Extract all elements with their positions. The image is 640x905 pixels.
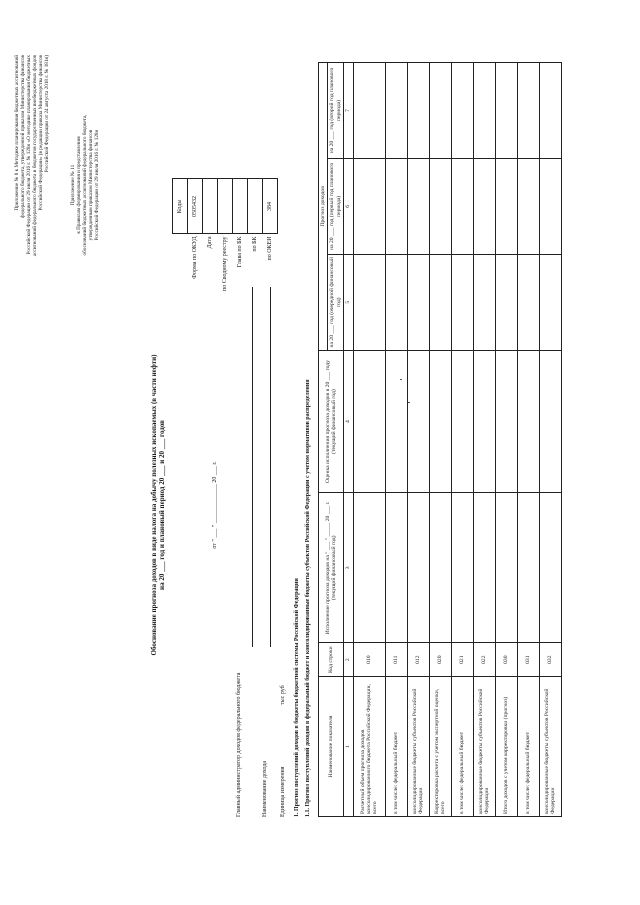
table-cell[interactable] <box>473 63 495 159</box>
form-note-line: Приложение № 11 <box>70 164 76 206</box>
table-cell[interactable] <box>539 63 561 159</box>
row-code: 021 <box>451 643 473 677</box>
approval-line: Российской Федерации от 29 июля 2016 г. № 128н «О методике планирования бюджетных <box>26 55 32 255</box>
table-cell[interactable] <box>353 63 385 159</box>
table-cell[interactable] <box>451 158 473 254</box>
table-cell[interactable] <box>473 493 495 643</box>
row-name: Расчетный объем прогноза доходов консолидированного бюджета Российской Федерации, всего <box>353 677 385 817</box>
field-admin-underline <box>252 287 253 647</box>
header-forecast: Прогноз доходов <box>319 63 328 351</box>
header-forecast-year-3: на 20 ___ год (второй год планового периода) <box>328 63 344 159</box>
form-note-line: обоснований бюджетных ассигнований федерального бюджета, <box>82 114 88 256</box>
table-cell[interactable] <box>539 493 561 643</box>
table-cell[interactable] <box>495 158 517 254</box>
table-row <box>451 63 473 817</box>
table-cell[interactable] <box>451 63 473 159</box>
table-cell[interactable] <box>517 493 539 643</box>
code-value-okud: 0505432 <box>188 179 203 234</box>
table-cell[interactable] <box>385 63 407 159</box>
header-execution: Исполнение прогноза доходов на " ___ " _____ 20 ___ г. (текущий финансовый год) <box>319 493 344 643</box>
code-label-date: Дата <box>207 236 213 249</box>
approval-line: Российской Федерации от 24 августа 2018 г. № 181н) <box>44 55 50 173</box>
column-number: 4 <box>344 350 353 493</box>
table-cell[interactable] <box>407 158 429 254</box>
table-row <box>517 63 539 817</box>
row-name: в том числе: федеральный бюджет <box>385 677 407 817</box>
table-cell[interactable] <box>539 350 561 493</box>
table-cell[interactable] <box>451 350 473 493</box>
table-cell[interactable] <box>517 63 539 159</box>
table-cell[interactable] <box>385 350 407 493</box>
codes-header: Коды <box>173 179 188 234</box>
codes-box <box>172 178 278 293</box>
title-line-1: Обоснование прогноза доходов в виде налога на добычу полезных ископаемых (в части нефти) <box>150 354 158 656</box>
approval-line: Российской Федерации» (в редакции приказа Министерства финансов <box>38 55 44 211</box>
table-cell[interactable] <box>385 493 407 643</box>
header-forecast-year-2: на 20 ___ год (первый год планового периода) <box>328 158 344 254</box>
code-value-date <box>203 179 218 234</box>
table-cell[interactable] <box>353 493 385 643</box>
header-forecast-year-1: на 20 ___ год (очередной финансовый год) <box>328 254 344 350</box>
table-row <box>385 63 407 817</box>
column-number: 6 <box>344 158 353 254</box>
scan-speck <box>400 379 402 380</box>
form-note-line: к Правилам формирования и представления <box>76 136 82 234</box>
table-cell[interactable] <box>385 254 407 350</box>
header-name: Наименование показателя <box>319 677 344 817</box>
column-number: 2 <box>344 643 353 677</box>
table-cell[interactable] <box>473 350 495 493</box>
table-cell[interactable] <box>495 63 517 159</box>
document-title <box>150 245 166 765</box>
row-code: 032 <box>539 643 561 677</box>
table-cell[interactable] <box>429 158 451 254</box>
table-cell[interactable] <box>407 350 429 493</box>
table-cell[interactable] <box>385 158 407 254</box>
table-row <box>495 63 517 817</box>
row-name: Корректировка расчета с учетом экспертной оценки, всего <box>429 677 451 817</box>
table-cell[interactable] <box>539 254 561 350</box>
table-row <box>473 63 495 817</box>
form-note-block <box>70 65 100 305</box>
table-cell[interactable] <box>517 158 539 254</box>
table-cell[interactable] <box>429 493 451 643</box>
column-number: 7 <box>344 63 353 159</box>
header-estimate: Оценка исполнения прогноза доходов в 20 ___ году (текущий финансовый год) <box>319 350 344 493</box>
table-cell[interactable] <box>539 158 561 254</box>
table-cell[interactable] <box>451 493 473 643</box>
row-code: 020 <box>429 643 451 677</box>
row-code: 031 <box>517 643 539 677</box>
code-value-bk <box>248 179 263 234</box>
code-value-okei: 384 <box>263 179 278 234</box>
column-number: 1 <box>344 677 353 817</box>
table-cell[interactable] <box>353 254 385 350</box>
table-row <box>353 63 385 817</box>
table-cell[interactable] <box>451 254 473 350</box>
row-code: 012 <box>407 643 429 677</box>
table-cell[interactable] <box>495 254 517 350</box>
approval-line: Приложение № 8 к Методике планирования бюджетных ассигнований <box>14 55 20 211</box>
table-cell[interactable] <box>353 350 385 493</box>
code-value-registry <box>218 179 233 234</box>
code-label-bk: по БК <box>252 236 258 252</box>
field-income-label: Наименование дохода <box>262 760 268 817</box>
row-name: консолидированные бюджеты субъектов Российской Федерации <box>473 677 495 817</box>
header-code: Код строки <box>319 643 344 677</box>
row-name: в том числе: федеральный бюджет <box>451 677 473 817</box>
section-1-1-heading: 1.1. Прогноз поступлений доходов в федеральный бюджет и консолидированные бюджеты субъектов Российской Федерации с учетом нормативов распределения <box>305 379 311 817</box>
approval-block <box>14 55 50 385</box>
field-unit-label: Единица измерения <box>280 766 286 817</box>
approval-line: федерального бюджета, утвержденной приказом Министерства финансов <box>20 55 26 218</box>
table-row <box>429 63 451 817</box>
field-admin-label: Главный администратор доходов федерального бюджета <box>236 672 242 817</box>
row-name: консолидированные бюджеты субъектов Российской Федерации <box>539 677 561 817</box>
table-row <box>539 63 561 817</box>
scan-speck <box>408 402 410 403</box>
table-cell[interactable] <box>473 254 495 350</box>
table-cell[interactable] <box>407 63 429 159</box>
code-value-chapter <box>233 179 248 234</box>
table-cell[interactable] <box>407 493 429 643</box>
field-unit-value: тыс руб <box>280 685 286 705</box>
column-number: 3 <box>344 493 353 643</box>
row-code: 010 <box>353 643 385 677</box>
column-number: 5 <box>344 254 353 350</box>
code-label-chapter: Глава по БК <box>237 236 243 268</box>
row-name: в том числе: федеральный бюджет <box>517 677 539 817</box>
row-name: консолидированные бюджеты субъектов Российской Федерации <box>407 677 429 817</box>
section-1-heading: 1. Прогноз поступлений доходов в бюджеты бюджетной системы Российской Федерации <box>294 578 300 817</box>
approval-line: ассигнований федерального бюджета и бюджетов государственных внебюджетных фондов <box>32 55 38 257</box>
table-cell[interactable] <box>353 158 385 254</box>
row-name: Итого доходов с учетом корректировки (прогноз) <box>495 677 517 817</box>
table-cell[interactable] <box>429 350 451 493</box>
code-label-okud: Форма по ОКУД <box>192 236 198 279</box>
title-date-line: от " ___ " _____________ 20 ___ г. <box>212 461 218 549</box>
table-cell[interactable] <box>429 254 451 350</box>
table-cell[interactable] <box>517 350 539 493</box>
table-cell[interactable] <box>517 254 539 350</box>
row-code: 011 <box>385 643 407 677</box>
forecast-table <box>318 62 562 817</box>
column-number-row <box>344 63 353 817</box>
title-line-2: на 20 ___ год и плановый период 20 ___ и 20 ___ годов <box>158 420 166 590</box>
code-label-registry: по Сводному реестру <box>222 236 228 291</box>
row-code: 022 <box>473 643 495 677</box>
row-code: 030 <box>495 643 517 677</box>
table-cell[interactable] <box>495 350 517 493</box>
form-note-line: утвержденным приказом Министерства финансов <box>88 129 94 241</box>
table-cell[interactable] <box>407 254 429 350</box>
table-cell[interactable] <box>429 63 451 159</box>
code-label-okei: по ОКЕИ <box>267 236 273 261</box>
field-income-underline <box>270 287 271 647</box>
table-row <box>407 63 429 817</box>
table-cell[interactable] <box>495 493 517 643</box>
table-cell[interactable] <box>473 158 495 254</box>
form-note-line: Российской Федерации от 29 июля 2016 г. № 128н <box>94 129 100 241</box>
